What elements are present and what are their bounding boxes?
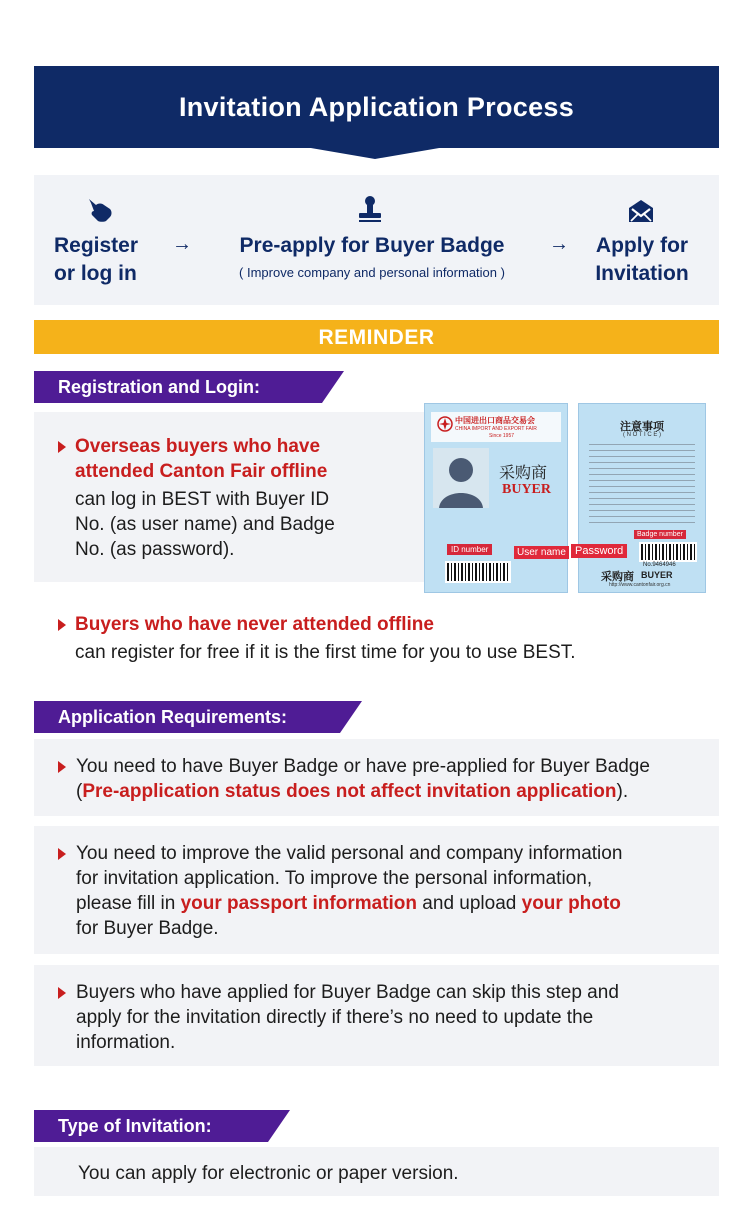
fair-logo-icon (437, 416, 453, 432)
step-register-line2: or log in (54, 262, 137, 285)
registration-offline-red-1: Overseas buyers who have (75, 436, 321, 457)
badge-since: Since 1957 (489, 433, 515, 439)
requirement-1-red: Pre-application status does not affect invitation application (82, 781, 617, 802)
registration-offline-text-3: No. (as password). (75, 539, 235, 560)
step-preapply-subtitle: ( Improve company and personal information ) (239, 265, 505, 280)
step-preapply-title: Pre-apply for Buyer Badge (239, 234, 505, 257)
process-steps (34, 175, 719, 305)
username-label: User name (514, 546, 569, 559)
badge-number-label: Badge number (634, 530, 686, 539)
requirement-3-line1: Buyers who have applied for Buyer Badge can skip this step and (76, 982, 619, 1003)
passport-info-red: your passport information (180, 893, 418, 914)
section-tag-requirements: Application Requirements: (34, 701, 340, 733)
registration-offline-text-2: No. (as user name) and Badge (75, 514, 335, 535)
section-tag-registration: Registration and Login: (34, 371, 322, 403)
badge-barcode (445, 561, 511, 583)
requirement-2-line1: You need to improve the valid personal and company information (76, 843, 623, 864)
step-register-line1: Register (54, 234, 139, 257)
badge-number-value: No.9464946 (643, 562, 676, 568)
registration-offline-red-2: attended Canton Fair offline (75, 461, 328, 482)
requirement-2-line3: please fill in your passport information and upload your photo (76, 893, 621, 914)
badge-role-cn: 采购商 (499, 463, 548, 482)
step-arrow-1: → (172, 233, 192, 255)
badge-back-footer-cn: 采购商 (601, 571, 634, 583)
invitation-type-text: You can apply for electronic or paper version. (78, 1163, 459, 1184)
photo-red: your photo (521, 893, 621, 914)
password-label: Password (571, 544, 627, 558)
registration-new-text: can register for free if it is the first time for you to use BEST. (75, 642, 576, 663)
bullet-triangle (58, 987, 66, 999)
badge-org-en: CHINA IMPORT AND EXPORT FAIR (455, 426, 537, 432)
step-invitation-line2: Invitation (595, 262, 689, 285)
envelope-icon (627, 199, 655, 223)
badge-role-en: BUYER (502, 482, 552, 497)
requirement-2-line2: for invitation application. To improve the personal information, (76, 868, 593, 889)
reminder-bar: REMINDER (34, 320, 719, 354)
requirement-3-line3: information. (76, 1032, 176, 1053)
registration-new-red: Buyers who have never attended offline (75, 614, 434, 635)
badge-back-notice: ( N O T I C E ) (622, 432, 662, 438)
requirement-1-line2: (Pre-application status does not affect invitation application). (76, 781, 629, 802)
requirement-1-line1: You need to have Buyer Badge or have pre-applied for Buyer Badge (76, 756, 650, 777)
step-invitation-line1: Apply for (595, 234, 689, 257)
pointing-hand-icon (86, 197, 114, 223)
badge-org-cn: 中国进出口商品交易会 (455, 416, 535, 425)
bullet-triangle (58, 441, 66, 453)
buyer-badge-front (424, 403, 568, 593)
person-silhouette-icon (433, 448, 489, 508)
page-title: Invitation Application Process (178, 92, 575, 122)
badge-back-url: http://www.cantonfair.org.cn (609, 582, 671, 588)
step-arrow-2: → (549, 233, 569, 255)
registration-offline-text-1: can log in BEST with Buyer ID (75, 489, 330, 510)
section-tag-invitation-type: Type of Invitation: (34, 1110, 268, 1142)
requirement-2-line4: for Buyer Badge. (76, 918, 219, 939)
bullet-triangle (58, 848, 66, 860)
buyer-badge-back (578, 403, 706, 593)
badge-back-footer-en: BUYER (641, 570, 673, 580)
bullet-triangle (58, 619, 66, 631)
requirement-3-line2: apply for the invitation directly if there’s no need to update the (76, 1007, 594, 1028)
badge-back-text-lines (589, 444, 695, 526)
stamp-icon (356, 195, 384, 223)
header-pointer (305, 147, 445, 159)
badge-id-label: ID number (447, 544, 492, 555)
bullet-triangle (58, 761, 66, 773)
badge-back-title: 注意事项 (620, 421, 664, 433)
badge-back-barcode (639, 542, 697, 562)
